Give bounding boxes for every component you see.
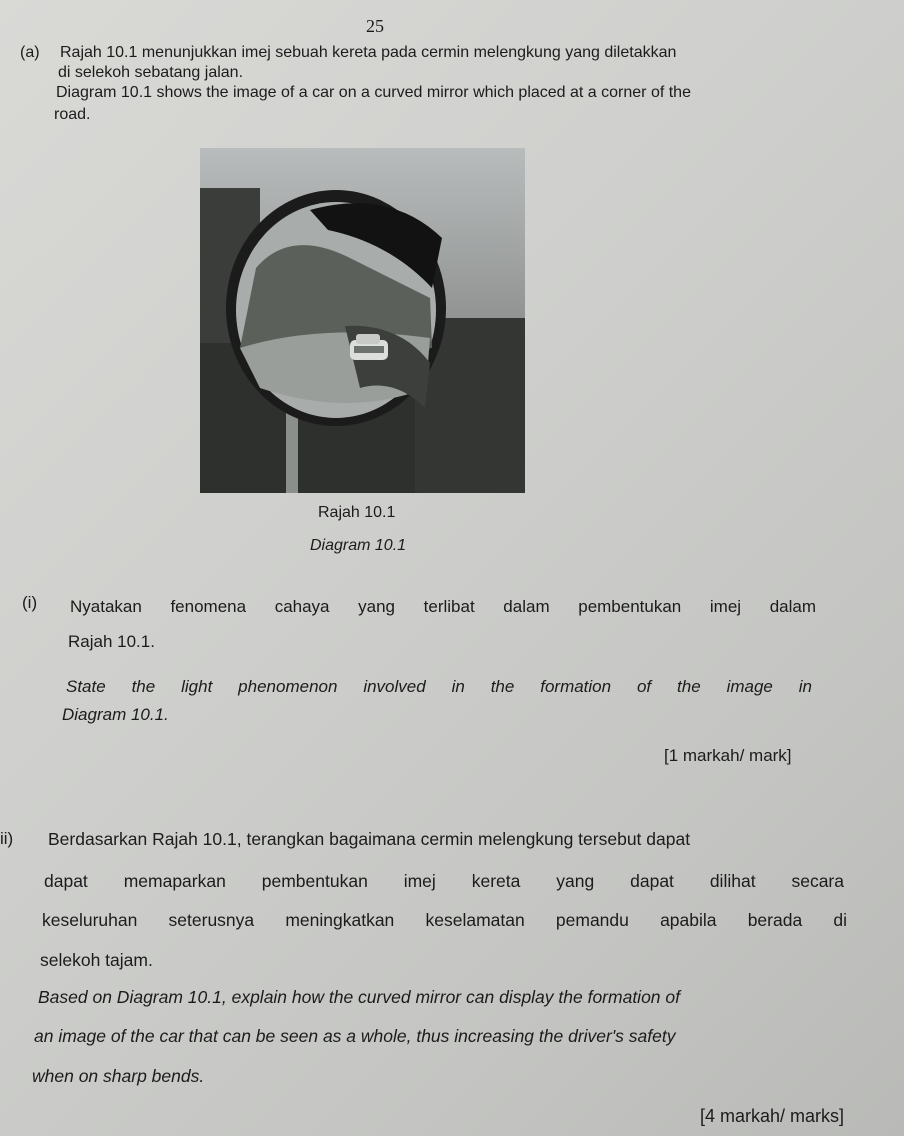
part-i-ms-line-1: Nyatakan fenomena cahaya yang terlibat dalam pembentukan imej dalam: [70, 597, 816, 616]
part-ii-ms-line-4: selekoh tajam.: [40, 950, 153, 970]
part-ii-ms-line-3: keseluruhan seterusnya meningkatkan keselamatan pemandu apabila berada di: [42, 910, 847, 930]
part-ii-en-line-1: Based on Diagram 10.1, explain how the curved mirror can display the formation of: [38, 987, 680, 1007]
mirror-illustration: [200, 148, 525, 493]
part-i-en-line-1: State the light phenomenon involved in the formation of the image in: [66, 677, 812, 696]
part-ii-marks: [4 markah/ marks]: [700, 1106, 845, 1126]
part-i-en-line-2: Diagram 10.1.: [62, 705, 169, 724]
curved-mirror-photo: [200, 148, 525, 493]
part-i-ms-line-2: Rajah 10.1.: [68, 632, 155, 651]
page-number: 25: [366, 16, 384, 36]
intro-ms-line-2: di selekoh sebatang jalan.: [58, 64, 244, 81]
figure-caption-ms: Rajah 10.1: [318, 504, 396, 521]
part-i-label: (i): [22, 593, 38, 612]
intro-en-line-2: road.: [54, 106, 91, 123]
part-ii-en-line-3: when on sharp bends.: [32, 1066, 205, 1086]
intro-ms-line-1: Rajah 10.1 menunjukkan imej sebuah kereta pada cermin melengkung yang diletakkan: [60, 44, 677, 61]
part-ii-ms-line-2: dapat memaparkan pembentukan imej kereta yang dapat dilihat secara: [44, 871, 844, 891]
question-label: (a): [20, 44, 40, 61]
part-ii-en-line-2: an image of the car that can be seen as a whole, thus increasing the driver's safety: [34, 1026, 676, 1046]
part-ii-ms-line-1: Berdasarkan Rajah 10.1, terangkan bagaimana cermin melengkung tersebut dapat: [48, 829, 691, 849]
part-i-marks: [1 markah/ mark]: [664, 746, 792, 765]
figure-caption-en: Diagram 10.1: [310, 537, 407, 554]
intro-en-line-1: Diagram 10.1 shows the image of a car on a curved mirror which placed at a corner of the: [56, 84, 691, 101]
part-ii-label: ii): [0, 829, 14, 848]
